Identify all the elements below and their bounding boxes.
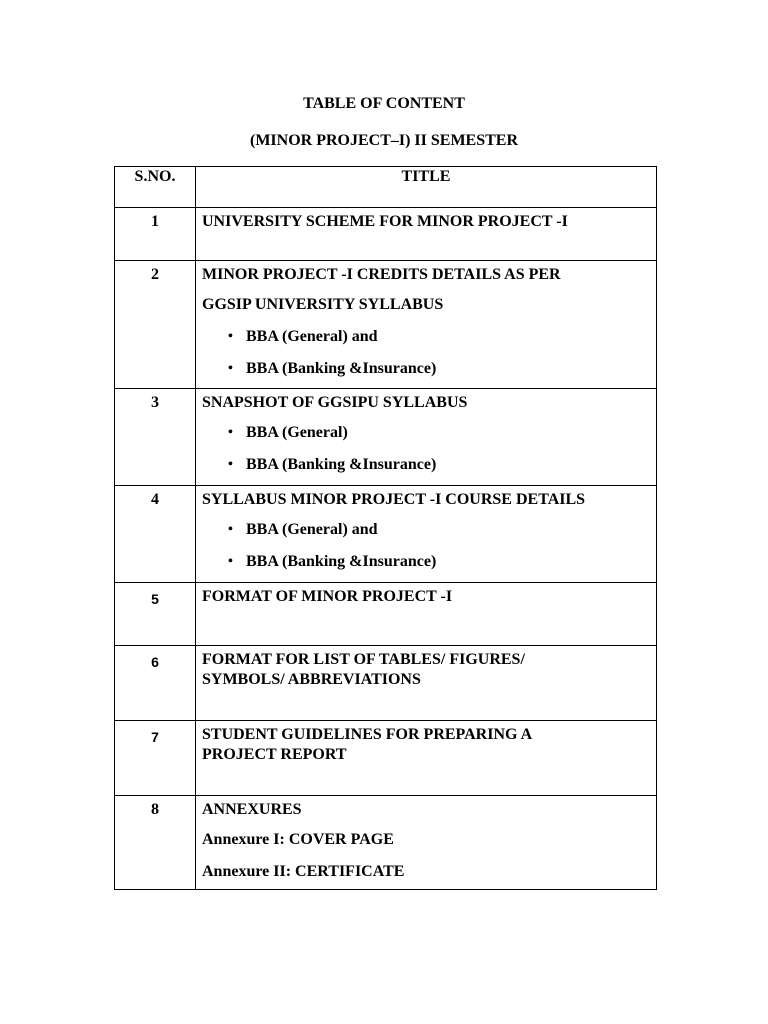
bullet-icon: • — [228, 522, 233, 537]
document-title: TABLE OF CONTENT — [303, 95, 465, 112]
bullet-text: BBA (Banking &Insurance) — [246, 456, 437, 473]
row-title — [196, 486, 657, 583]
bullet-item — [202, 514, 650, 546]
row-title-line: Annexure I: COVER PAGE — [202, 831, 394, 848]
table-row — [115, 208, 657, 261]
bullet-icon: • — [228, 425, 233, 440]
bullet-text: BBA (General) and — [246, 328, 378, 345]
header-sno: S.NO. — [115, 167, 196, 208]
row-title — [196, 208, 657, 261]
table-row — [115, 486, 657, 583]
row-sno: 1 — [115, 208, 196, 261]
bullet-icon: • — [228, 457, 233, 472]
table-row — [115, 721, 657, 796]
table-row — [115, 389, 657, 486]
bullet-text: BBA (General) and — [246, 521, 378, 538]
bullet-text: BBA (Banking &Insurance) — [246, 360, 437, 377]
table-row — [115, 261, 657, 389]
document-subtitle: (MINOR PROJECT–I) II SEMESTER — [249, 132, 519, 149]
bullet-text: BBA (Banking &Insurance) — [246, 553, 437, 570]
table-row — [115, 796, 657, 890]
row-title-line: FORMAT FOR LIST OF TABLES/ FIGURES/ — [202, 651, 525, 668]
row-title-line: Annexure II: CERTIFICATE — [202, 863, 405, 880]
bullet-text: BBA (General) — [246, 424, 348, 441]
table-row — [115, 646, 657, 721]
row-title — [196, 646, 657, 721]
row-sno: 5 — [115, 583, 196, 646]
row-title-line: UNIVERSITY SCHEME FOR MINOR PROJECT -I — [202, 213, 568, 230]
bullet-icon: • — [228, 329, 233, 344]
row-sno: 7 — [115, 721, 196, 796]
row-sno: 6 — [115, 646, 196, 721]
bullet-item — [202, 417, 650, 449]
bullet-item — [202, 546, 650, 578]
header-title: TITLE — [196, 167, 657, 208]
row-title — [196, 721, 657, 796]
row-title — [196, 261, 657, 389]
row-title-line: SYLLABUS MINOR PROJECT -I COURSE DETAILS — [202, 491, 586, 508]
row-sno: 8 — [115, 796, 196, 890]
row-sno: 4 — [115, 486, 196, 583]
bullet-icon: • — [228, 554, 233, 569]
row-sno: 2 — [115, 261, 196, 389]
bullet-item — [202, 321, 650, 353]
row-title-line: PROJECT REPORT — [202, 746, 347, 763]
row-title-line: FORMAT OF MINOR PROJECT -I — [202, 588, 453, 605]
row-sno: 3 — [115, 389, 196, 486]
row-title-line: GGSIP UNIVERSITY SYLLABUS — [202, 296, 444, 313]
row-title-line: ANNEXURES — [202, 801, 302, 818]
table-of-contents — [114, 166, 657, 890]
row-title — [196, 583, 657, 646]
bullet-item — [202, 449, 650, 481]
row-title-line: MINOR PROJECT -I CREDITS DETAILS AS PER — [202, 266, 561, 283]
bullet-icon: • — [228, 361, 233, 376]
row-title-line: SNAPSHOT OF GGSIPU SYLLABUS — [202, 394, 468, 411]
row-title — [196, 796, 657, 890]
table-header-row — [115, 167, 657, 208]
row-title-line: SYMBOLS/ ABBREVIATIONS — [202, 671, 421, 688]
bullet-item — [202, 353, 650, 385]
row-title — [196, 389, 657, 486]
row-title-line: STUDENT GUIDELINES FOR PREPARING A — [202, 726, 533, 743]
table-row — [115, 583, 657, 646]
